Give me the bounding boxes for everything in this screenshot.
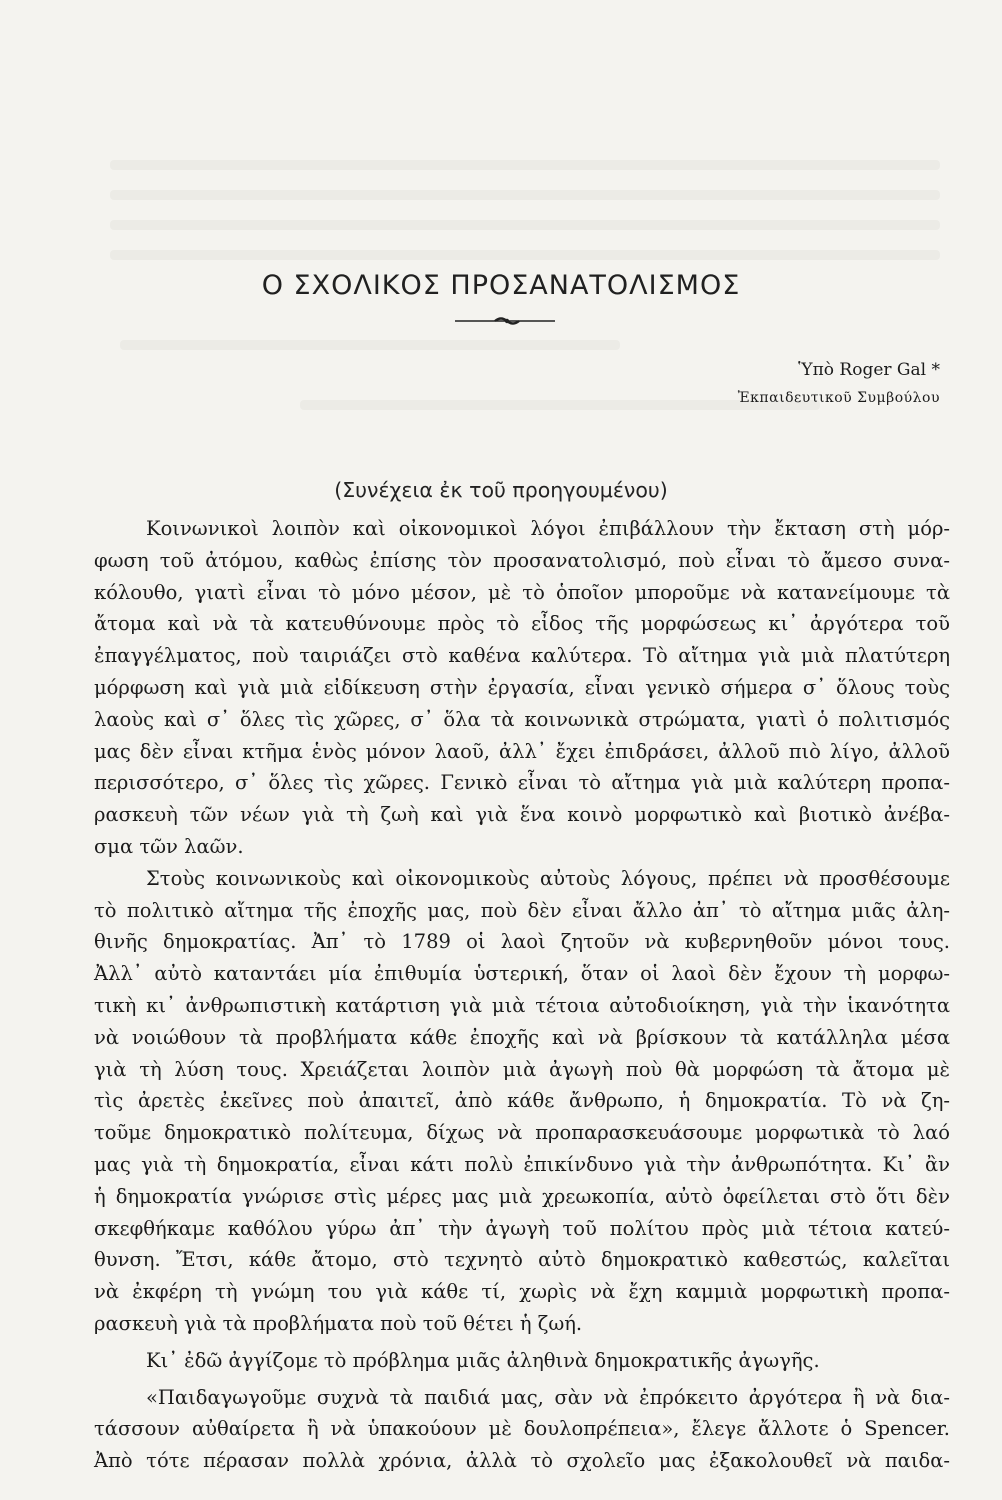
bleed-through xyxy=(110,220,940,230)
text-line: λαοὺς καὶ σ᾽ ὅλες τὶς χῶρες, σ᾽ ὅλα τὰ κοινωνικὰ στρώματα, γιατὶ ὁ πολιτισμός xyxy=(94,707,950,731)
text-line: θυνση. Ἔτσι, κάθε ἄτομο, στὸ τεχνητὸ αὐτὸ δημοκρατικὸ καθεστώς, καλεῖται xyxy=(94,1248,950,1272)
text-line: σμα τῶν λαῶν. xyxy=(94,834,244,858)
paragraph-1 xyxy=(94,513,950,863)
paragraph-4 xyxy=(94,1382,950,1477)
text-line: Κι᾽ ἐδῶ ἀγγίζομε τὸ πρόβλημα μιᾶς ἀληθινὰ δημοκρατικῆς ἀγωγῆς. xyxy=(146,1348,820,1372)
paragraph-2 xyxy=(94,863,950,1340)
text-line: νὰ νοιώθουν τὰ προβλήματα κάθε ἐποχῆς καὶ νὰ βρίσκουν τὰ κατάλληλα μέσα xyxy=(94,1025,950,1049)
text-line: ρασκευὴ τῶν νέων γιὰ τὴ ζωὴ καὶ γιὰ ἕνα κοινὸ μορφωτικὸ καὶ βιοτικὸ ἀνέβα- xyxy=(94,803,950,827)
article-body xyxy=(94,513,950,1477)
text-line: μας γιὰ τὴ δημοκρατία, εἶναι κάτι πολὺ ἐπικίνδυνο γιὰ τὴν ἀνθρωπότητα. Κι᾽ ἂν xyxy=(94,1152,950,1176)
text-line: περισσότερο, σ᾽ ὅλες τὶς χῶρες. Γενικὸ εἶναι τὸ αἴτημα γιὰ μιὰ καλύτερη προπα- xyxy=(94,771,950,795)
paragraph-3 xyxy=(94,1345,950,1377)
text-line: ἄτομα καὶ νὰ τὰ κατευθύνουμε πρὸς τὸ εἶδος τῆς μορφώσεως κι᾽ ἀργότερα τοῦ xyxy=(94,612,950,636)
text-line: «Παιδαγωγοῦμε συχνὰ τὰ παιδιά μας, σὰν νὰ ἐπρόκειτο ἀργότερα ἢ νὰ δια- xyxy=(146,1385,950,1409)
text-line: θινῆς δημοκρατίας. Ἀπ᾽ τὸ 1789 οἱ λαοὶ ζητοῦν νὰ κυβερνηθοῦν μόνοι τους. xyxy=(94,930,950,954)
text-line: Ἀπὸ τότε πέρασαν πολλὰ χρόνια, ἀλλὰ τὸ σχολεῖο μας ἐξακολουθεῖ νὰ παιδα- xyxy=(94,1449,950,1473)
text-line: σκεφθήκαμε καθόλου γύρω ἀπ᾽ τὴν ἀγωγὴ τοῦ πολίτου πρὸς μιὰ τέτοια κατεύ- xyxy=(94,1216,950,1240)
text-line: τὶς ἀρετὲς ἐκεῖνες ποὺ ἀπαιτεῖ, ἀπὸ κάθε ἄνθρωπο, ἡ δημοκρατία. Τὸ νὰ ζη- xyxy=(94,1089,950,1113)
text-line: Ἀλλ᾽ αὐτὸ καταντάει μία ἐπιθυμία ὑστερική, ὅταν οἱ λαοὶ δὲν ἔχουν τὴ μορφω- xyxy=(94,962,950,986)
bleed-through xyxy=(110,250,940,260)
text-line: τικὴ κι᾽ ἀνθρωπιστικὴ κατάρτιση γιὰ μιὰ τέτοια αὐτοδιοίκηση, γιὰ τὴν ἱκανότητα xyxy=(94,993,950,1017)
bleed-through xyxy=(120,340,620,350)
text-line: τὸ πολιτικὸ αἴτημα τῆς ἐποχῆς μας, ποὺ δὲν εἶναι ἄλλο ἀπ᾽ τὸ αἴτημα μιᾶς ἀλη- xyxy=(94,898,950,922)
text-line: ἡ δημοκρατία γνώρισε στὶς μέρες μας μιὰ χρεωκοπία, αὐτὸ ὀφείλεται στὸ ὅτι δὲν xyxy=(94,1184,950,1208)
text-line: Στοὺς κοινωνικοὺς καὶ οἰκονομικοὺς αὐτοὺς λόγους, πρέπει νὰ προσθέσουμε xyxy=(146,866,950,890)
continuation-note: (Συνέχεια ἐκ τοῦ προηγουμένου) xyxy=(334,478,668,502)
text-line: γιὰ τὴ λύση τους. Χρειάζεται λοιπὸν μιὰ ἀγωγὴ ποὺ θὰ μορφώση τὰ ἄτομα μὲ xyxy=(94,1057,950,1081)
text-line: κόλουθο, γιατὶ εἶναι τὸ μόνο μέσον, μὲ τὸ ὁποῖον μποροῦμε νὰ κατανείμουμε τὰ xyxy=(94,580,950,604)
text-line: μας δὲν εἶναι κτῆμα ἑνὸς μόνον λαοῦ, ἀλλ᾽ ἔχει ἐπιδράσει, ἀλλοῦ πιὸ λίγο, ἀλλοῦ xyxy=(94,739,950,763)
text-line: μόρφωση καὶ γιὰ μιὰ εἰδίκευση στὴν ἐργασία, εἶναι γενικὸ σήμερα σ᾽ ὅλους τοὺς xyxy=(94,675,950,699)
text-line: νὰ ἐκφέρη τὴ γνώμη του γιὰ κάθε τί, χωρὶς νὰ ἔχη καμμιὰ μορφωτικὴ προπα- xyxy=(94,1280,950,1304)
bleed-through xyxy=(110,160,940,170)
author-role: Ἐκπαιδευτικοῦ Συμβούλου xyxy=(737,390,940,406)
text-line: τοῦμε δημοκρατικὸ πολίτευμα, δίχως νὰ προπαρασκευάσουμε μορφωτικὰ τὸ λαό xyxy=(94,1121,950,1145)
bleed-through xyxy=(110,190,940,200)
text-line: ἐπαγγέλματος, ποὺ ταιριάζει στὸ καθένα καλύτερα. Τὸ αἴτημα γιὰ μιὰ πλατύτερη xyxy=(94,644,950,668)
text-line: τάσσουν αὐθαίρετα ἢ νὰ ὑπακούουν μὲ δουλοπρέπεια», ἔλεγε ἄλλοτε ὁ Spencer. xyxy=(94,1417,950,1441)
text-line: Κοινωνικοὶ λοιπὸν καὶ οἰκονομικοὶ λόγοι ἐπιβάλλουν τὴν ἔκταση στὴ μόρ- xyxy=(146,517,950,540)
text-line: φωση τοῦ ἀτόμου, καθὼς ἐπίσης τὸν προσανατολισμό, ποὺ εἶναι τὸ ἄμεσο συνα- xyxy=(94,548,950,572)
page-title: Ο ΣΧΟΛΙΚΟΣ ΠΡΟΣΑΝΑΤΟΛΙΣΜΟΣ xyxy=(261,270,741,301)
author-line: Ὑπὸ Roger Gal * xyxy=(798,360,940,380)
byline xyxy=(738,356,940,412)
title-ornament-icon xyxy=(455,314,555,328)
text-line: ρασκευὴ γιὰ τὰ προβλήματα ποὺ τοῦ θέτει ἡ ζωή. xyxy=(94,1311,583,1335)
